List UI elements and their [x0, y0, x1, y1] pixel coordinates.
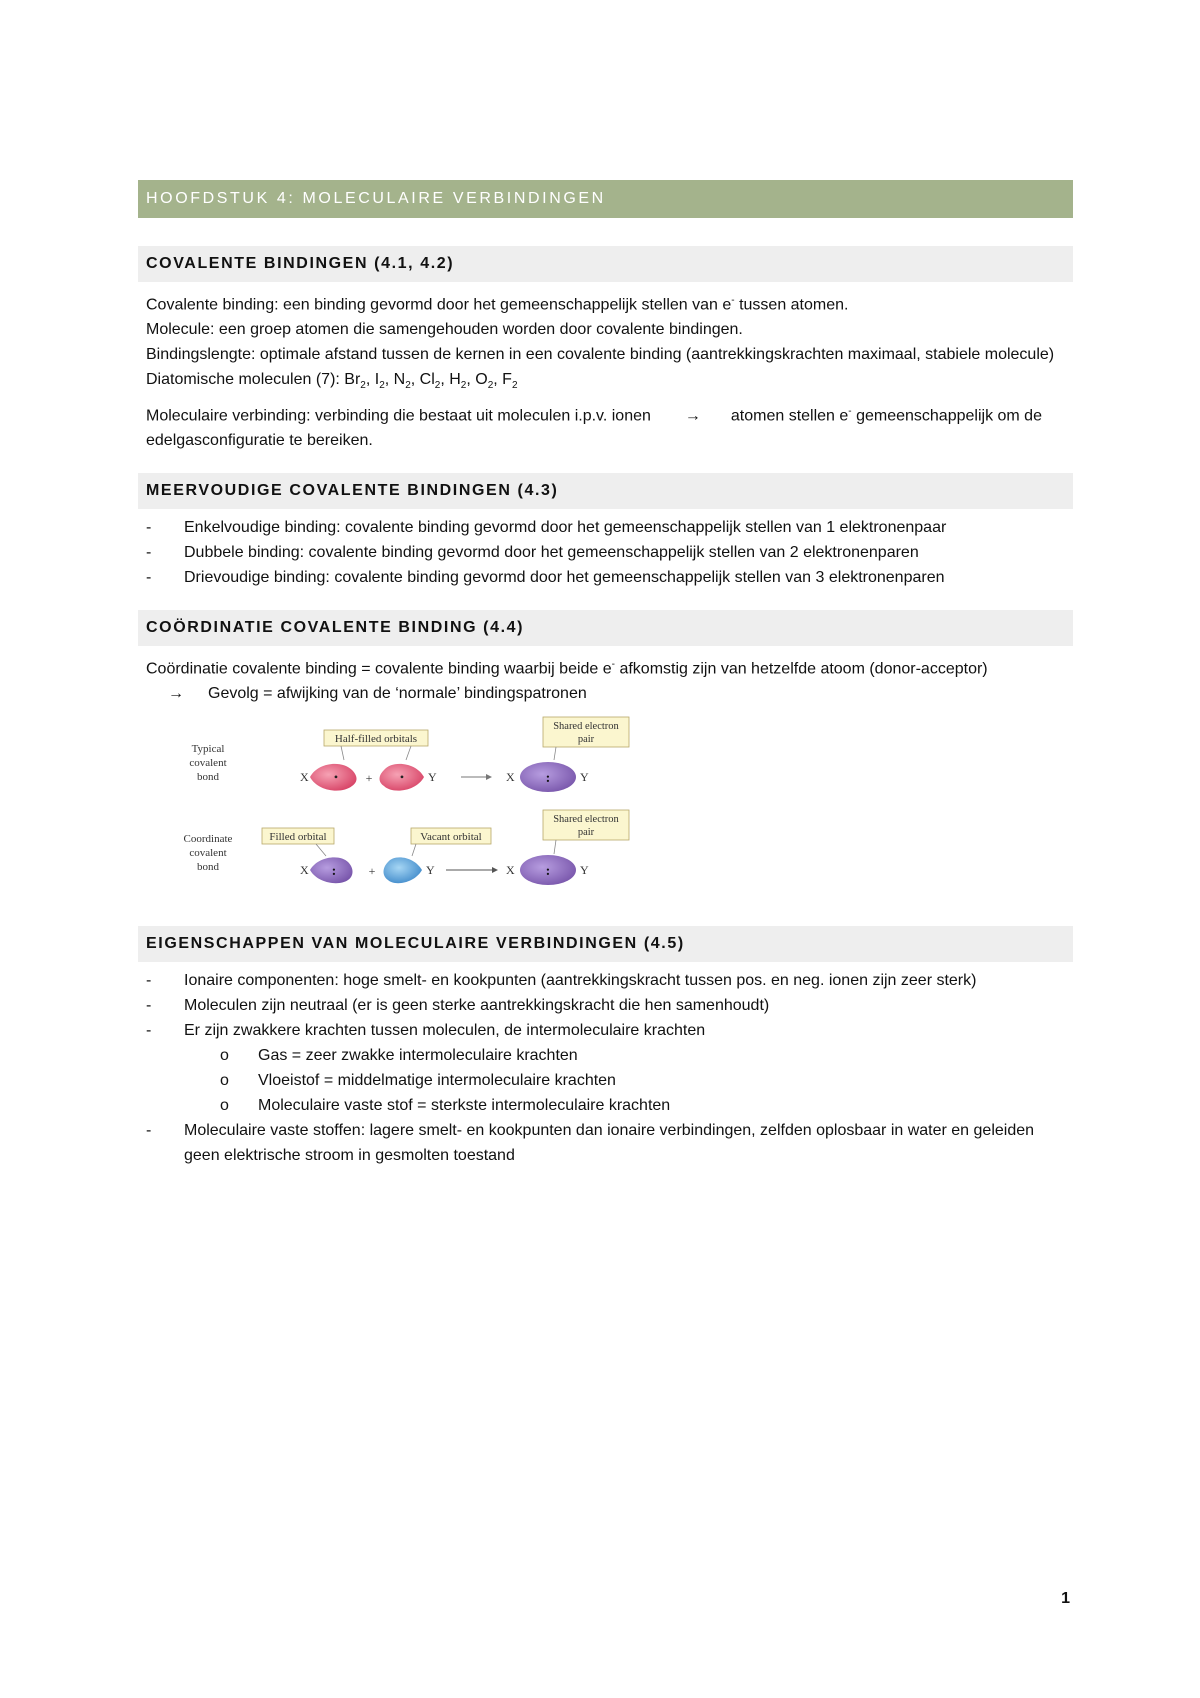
definition-coordinate-bond: Coördinatie covalente binding = covalente binding waarbij beide e- afkomstig zijn van hetzelfde atoom (donor-acceptor) — [146, 658, 988, 678]
list-item: - Moleculen zijn neutraal (er is geen sterke aantrekkingskracht die hen samenhoudt) — [146, 993, 1065, 1018]
chapter-title: HOOFDSTUK 4: MOLECULAIRE VERBINDINGEN — [138, 180, 1073, 218]
diatomic-molecule: $Br_2$ — [344, 371, 366, 392]
definition-molecular-compound: Moleculaire verbinding: verbinding die bestaat uit moleculen i.p.v. ionen → atomen stellen e- gemeenschappelijk om de edelgasconfiguratie te bereiken. — [146, 405, 1042, 449]
svg-text:pair: pair — [577, 827, 595, 839]
coordinate-covalent-label — [184, 833, 233, 873]
intermolecular-forces-list — [146, 1043, 1065, 1118]
page-number: 1 — [1061, 1590, 1070, 1607]
plus-sign: + — [365, 771, 373, 786]
svg-text:bond: bond — [197, 771, 219, 784]
svg-text::: : — [545, 864, 551, 880]
section-body-covalente-bindingen — [138, 282, 1073, 453]
properties-list — [146, 968, 1065, 1043]
list-item: - Drievoudige binding: covalente binding gevormd door het gemeenschappelijk stellen van 3 elektronenparen — [146, 565, 1065, 590]
diatomic-molecule: $O_2$ — [475, 371, 494, 392]
list-item: - Dubbele binding: covalente binding gevormd door het gemeenschappelijk stellen van 2 elektronenparen — [146, 540, 1065, 565]
atom-x-label: X — [300, 770, 309, 785]
svg-text:+: + — [368, 864, 376, 879]
svg-text::: : — [331, 864, 337, 880]
document-page — [138, 180, 1073, 1168]
diatomic-molecule: $Cl_2$ — [419, 371, 441, 392]
section-body-eigenschappen — [138, 962, 1073, 1168]
vacant-orbital — [384, 857, 423, 883]
svg-text:Shared electron: Shared electron — [553, 814, 619, 826]
definition-covalent-bond: Covalente binding: een binding gevormd door het gemeenschappelijk stellen van e- tussen atomen. — [146, 295, 849, 314]
typical-covalent-label — [189, 743, 226, 783]
arrow-icon: → — [168, 685, 184, 703]
section-title-eigenschappen: EIGENSCHAPPEN VAN MOLECULAIRE VERBINDINGEN (4.5) — [138, 926, 1073, 962]
section-body-coordinatie-binding — [138, 646, 1073, 906]
svg-text:bond: bond — [197, 861, 219, 874]
svg-text::: : — [545, 771, 551, 787]
svg-text:Filled orbital: Filled orbital — [269, 831, 327, 844]
bond-type-list — [146, 515, 1065, 590]
diatomic-molecule: $H_2$ — [449, 371, 467, 392]
list-item: - Moleculaire vaste stoffen: lagere smelt- en kookpunten dan ionaire verbindingen, zelfden oplosbaar in water en geleiden geen elektrische stroom in gesmolten toestand — [146, 1118, 1065, 1168]
list-item: - Enkelvoudige binding: covalente binding gevormd door het gemeenschappelijk stellen van 1 elektronenpaar — [146, 515, 1065, 540]
section-title-covalente-bindingen: COVALENTE BINDINGEN (4.1, 4.2) — [138, 246, 1073, 282]
orbital-overlap-diagram — [176, 716, 676, 898]
svg-text:•: • — [399, 770, 405, 785]
svg-text:Y: Y — [426, 863, 435, 878]
definition-molecule: Molecule: een groep atomen die samengehouden worden door covalente bindingen. — [146, 321, 743, 339]
svg-text:Typical: Typical — [191, 743, 225, 756]
svg-text:Vacant orbital: Vacant orbital — [420, 831, 482, 844]
arrow-icon: → — [684, 406, 701, 424]
list-item: o Moleculaire vaste stof = sterkste intermoleculaire krachten — [146, 1093, 1065, 1118]
svg-text:X: X — [506, 863, 515, 878]
diatomic-molecule-list: $Br_2$, $I_2$, $N_2$, $Cl_2$, $H_2$, $O_2$, $F_2$ — [344, 371, 518, 392]
diatomic-molecule: $N_2$ — [393, 371, 411, 392]
consequence-line: → Gevolg = afwijking van de ‘normale’ bindingspatronen — [146, 681, 1065, 706]
list-item: o Gas = zeer zwakke intermoleculaire krachten — [146, 1043, 1065, 1068]
section-body-meervoudige-bindingen — [138, 509, 1073, 590]
callout-half-filled-text: Half-filled orbitals — [334, 733, 418, 746]
diatomic-molecule: $F_2$ — [502, 371, 518, 392]
svg-text:•: • — [333, 770, 339, 785]
definition-diatomic: Diatomische moleculen (7): $Br_2$, $I_2$, $N_2$, $Cl_2$, $H_2$, $O_2$, $F_2$ — [146, 371, 518, 392]
definition-bond-length: Bindingslengte: optimale afstand tussen de kernen in een covalente binding (aantrekkingskrachten maximaal, stabiele molecule) — [146, 346, 1055, 364]
svg-text:covalent: covalent — [189, 847, 227, 860]
svg-text:X: X — [300, 863, 309, 878]
svg-text:Y: Y — [580, 863, 589, 878]
svg-text:pair: pair — [577, 734, 595, 746]
atom-y-label: Y — [428, 770, 437, 785]
svg-text:Coordinate: Coordinate — [183, 833, 233, 846]
svg-text:Y: Y — [580, 770, 589, 785]
properties-list-continued — [146, 1118, 1065, 1168]
diatomic-molecule: $I_2$ — [374, 371, 385, 392]
section-title-coordinatie-binding: COÖRDINATIE COVALENTE BINDING (4.4) — [138, 610, 1073, 646]
svg-text:covalent: covalent — [189, 757, 227, 770]
section-title-meervoudige-bindingen: MEERVOUDIGE COVALENTE BINDINGEN (4.3) — [138, 473, 1073, 509]
list-item: o Vloeistof = middelmatige intermoleculaire krachten — [146, 1068, 1065, 1093]
list-item: - Ionaire componenten: hoge smelt- en kookpunten (aantrekkingskracht tussen pos. en neg. ionen zijn zeer sterk) — [146, 968, 1065, 993]
svg-text:X: X — [506, 770, 515, 785]
svg-text:Shared electron: Shared electron — [553, 721, 619, 733]
list-item: - Er zijn zwakkere krachten tussen moleculen, de intermoleculaire krachten — [146, 1018, 1065, 1043]
